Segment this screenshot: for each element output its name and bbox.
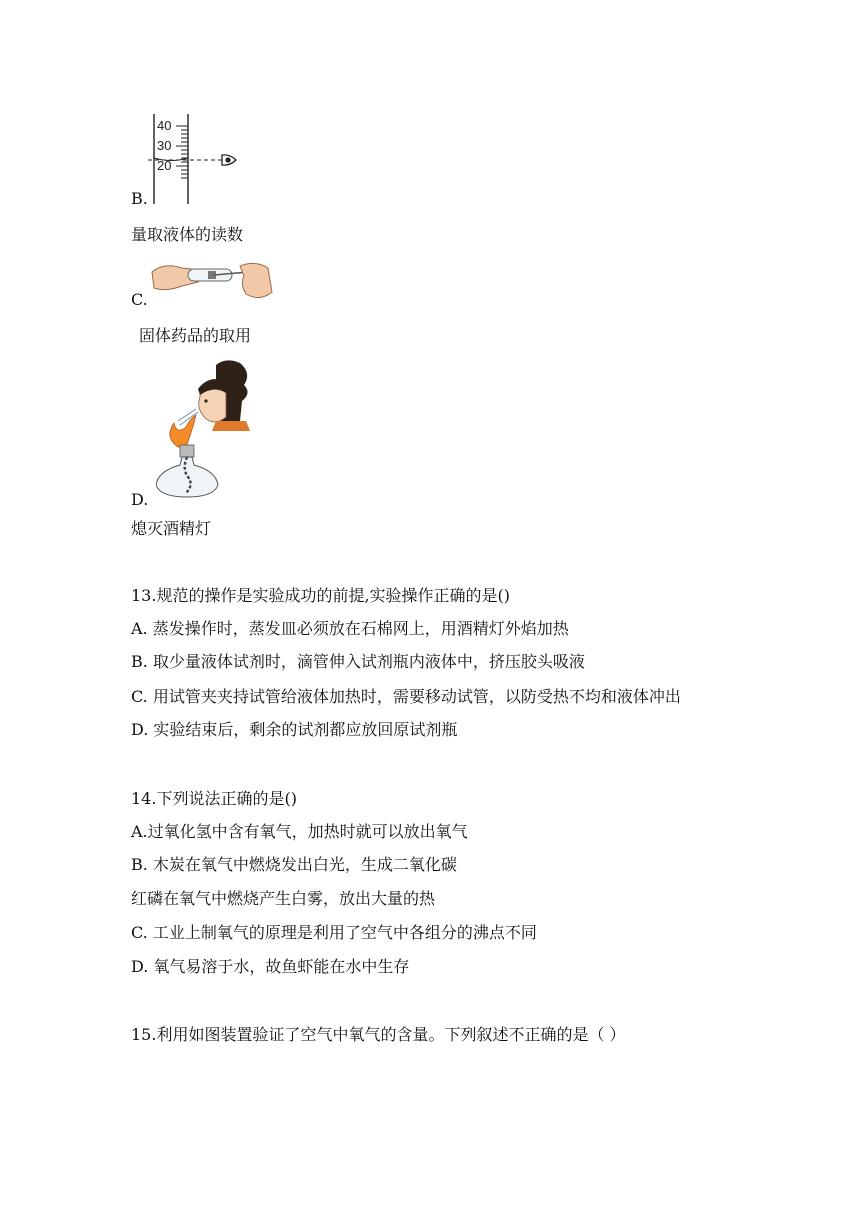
q13-option-b: B. 取少量液体试剂时，滴管伸入试剂瓶内液体中，挤压胶头吸液: [131, 652, 585, 671]
q13-option-a: A. 蒸发操作时，蒸发皿必须放在石棉网上，用酒精灯外焰加热: [131, 619, 569, 638]
q13-option-d: D. 实验结束后，剩余的试剂都应放回原试剂瓶: [131, 720, 458, 739]
cylinder-ticks: [176, 126, 188, 178]
option-d-caption: 熄灭酒精灯: [131, 519, 212, 538]
option-d-letter: D.: [131, 490, 149, 509]
option-b-letter: B.: [131, 189, 148, 208]
tick-label-30: 30: [157, 138, 172, 153]
flame: [170, 415, 196, 447]
q14-option-b-continued: 红磷在氧气中燃烧产生白雾，放出大量的热: [131, 889, 436, 908]
option-c-caption: 固体药品的取用: [139, 326, 252, 345]
q14-option-c: C. 工业上制氧气的原理是利用了空气中各组分的沸点不同: [131, 923, 537, 942]
q14-option-b: B. 木炭在氧气中燃烧发出白光，生成二氧化碳: [131, 855, 457, 874]
q14-option-a: A.过氧化氢中含有氧气，加热时就可以放出氧气: [131, 822, 468, 841]
q14-stem: 14.下列说法正确的是(): [131, 789, 297, 808]
option-b-caption: 量取液体的读数: [131, 225, 244, 244]
graduated-cylinder-figure: [148, 112, 243, 207]
q13-stem: 13.规范的操作是实验成功的前提,实验操作正确的是(): [131, 586, 511, 605]
tick-label-20: 20: [157, 158, 172, 173]
tick-label-40: 40: [157, 118, 172, 133]
q13-option-c: C. 用试管夹夹持试管给液体加热时，需要移动试管，以防受热不均和液体冲出: [131, 687, 681, 706]
right-hand: [240, 263, 272, 297]
option-c-letter: C.: [131, 290, 148, 309]
q14-option-d: D. 氧气易溶于水，故鱼虾能在水中生存: [131, 957, 410, 976]
lamp-cap: [180, 445, 194, 457]
girl-blowing-alcohol-lamp-icon: [156, 357, 254, 502]
hands-holding-test-tube-icon: [148, 258, 274, 304]
girl-head: [198, 360, 250, 431]
q15-stem: 15.利用如图装置验证了空气中氧气的含量。下列叙述不正确的是（ ）: [131, 1025, 626, 1044]
eye-icon: [222, 155, 236, 165]
